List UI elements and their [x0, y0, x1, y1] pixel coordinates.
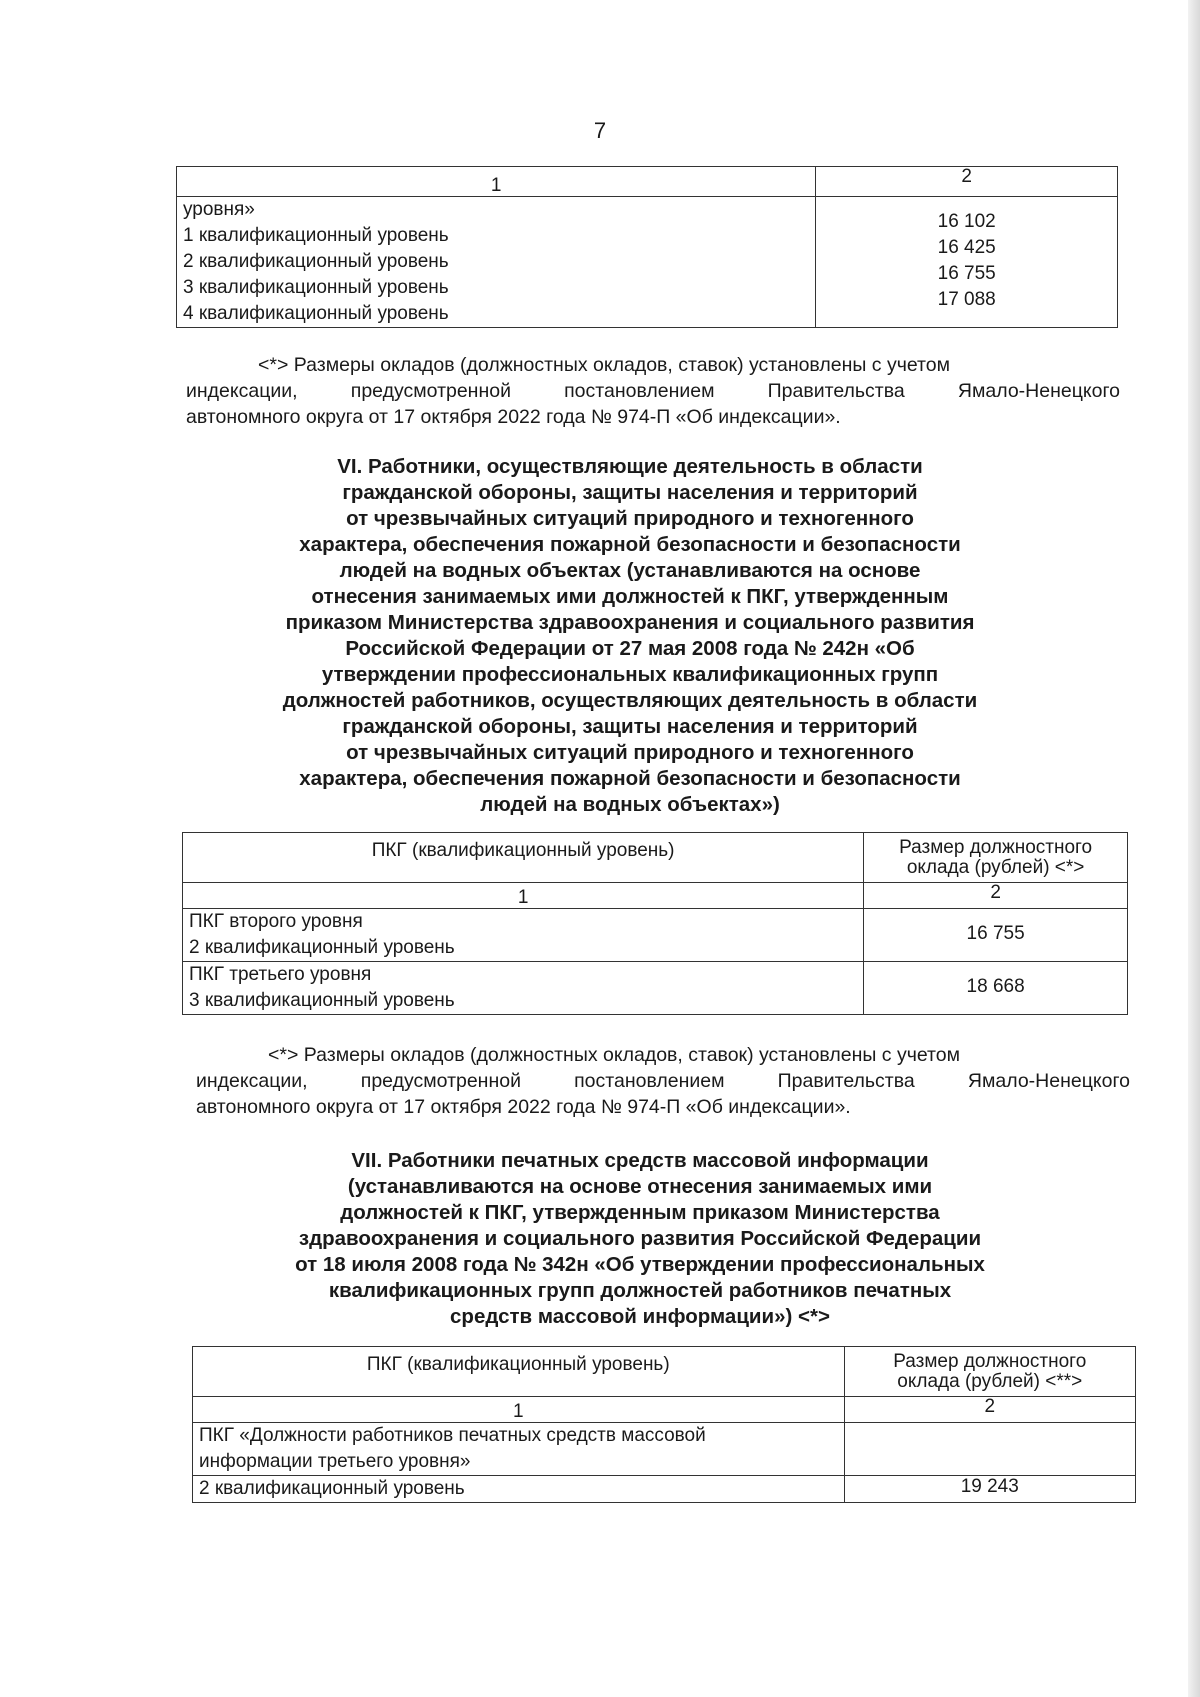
table1-values-cell: [816, 197, 1118, 328]
table-row: 3 квалификационный уровень: [183, 277, 449, 298]
table-row: 2 квалификационный уровень: [199, 1478, 465, 1499]
table-row: ПКГ второго уровня: [189, 911, 363, 932]
table-print-media-salaries: [192, 1346, 1136, 1503]
footnote-2: <*> Размеры окладов (должностных окладов, ставок) установлены с учетом индексации, предусмотренной постановлением Правительства Ямало-Ненецкого автономного округа от 17 октября 2022 года № 974-П «Об индексации».: [196, 1044, 1130, 1118]
table2-group1-value-cell: [864, 909, 1128, 962]
table3-col1-number: 1: [193, 1397, 845, 1423]
section-6-heading: VI. Работники, осуществляющие деятельность в области гражданской обороны, защиты населения и территорий от чрезвычайных ситуаций природного и техногенного характера, обеспечения пожарной безопасности и безопасности людей на водных объектах (устанавливаются на основе отнесения занимаемых ими должностей к ПКГ, утвержденным приказом Министерства здравоохранения и социального развития Российской Федерации от 27 мая 2008 года № 242н «Об утверждении профессиональных квалификационных групп должностей работников, осуществляющих деятельность в области гражданской обороны, защиты населения и территорий от чрезвычайных ситуаций природного и техногенного характера, обеспечения пожарной безопасности и безопасности людей на водных объектах»): [282, 455, 978, 816]
table-cell-value: 18 668: [966, 976, 1025, 997]
table3-col2-number: 2: [844, 1397, 1135, 1423]
table2-group2-cell: [183, 962, 864, 1015]
table3-group-value-cell: [844, 1423, 1135, 1476]
table2-header-pkg: ПКГ (квалификационный уровень): [183, 833, 864, 883]
footnote-1: <*> Размеры окладов (должностных окладов, ставок) установлены с учетом индексации, предусмотренной постановлением Правительства Ямало-Ненецкого автономного округа от 17 октября 2022 года № 974-П «Об индексации».: [186, 354, 1120, 428]
table-row: 2 квалификационный уровень: [189, 937, 455, 958]
table-row: 4 квалификационный уровень: [183, 303, 449, 324]
table-row: 3 квалификационный уровень: [189, 990, 455, 1011]
page-number: 7: [593, 118, 607, 143]
table-cell-value: 19 243: [960, 1476, 1019, 1497]
table-civil-defense-salaries: [182, 832, 1128, 1015]
table-cell-value: 16 755: [966, 923, 1025, 944]
table-row: информации третьего уровня»: [199, 1451, 471, 1472]
table-row: ПКГ «Должности работников печатных средств массовой: [199, 1425, 706, 1446]
table-cell-value: 17 088: [937, 289, 996, 310]
table1-levels-cell: [177, 197, 816, 328]
table-cell-value: 16 102: [937, 211, 996, 232]
table2-header-salary: Размер должностного оклада (рублей) <*>: [864, 833, 1128, 883]
table2-col2-number: 2: [864, 883, 1128, 909]
table3-group-cell: [193, 1423, 845, 1476]
table-row: 2 квалификационный уровень: [183, 251, 449, 272]
table3-header-salary: Размер должностного оклада (рублей) <**>: [844, 1347, 1135, 1397]
table1-col1-number: 1: [177, 167, 816, 197]
table-continued: [176, 166, 1118, 328]
table2-group1-cell: [183, 909, 864, 962]
table1-col2-number: 2: [816, 167, 1118, 197]
table2-col1-number: 1: [183, 883, 864, 909]
page-edge-shadow: [1188, 0, 1200, 1697]
table3-level-cell: [193, 1476, 845, 1503]
table2-group2-value-cell: [864, 962, 1128, 1015]
table-cell-value: 16 425: [937, 237, 996, 258]
table-row: 1 квалификационный уровень: [183, 225, 449, 246]
table1-header-continuation: уровня»: [183, 199, 255, 220]
table3-header-pkg: ПКГ (квалификационный уровень): [193, 1347, 845, 1397]
table-cell-value: 16 755: [937, 263, 996, 284]
section-7-heading: VII. Работники печатных средств массовой информации (устанавливаются на основе отнесения занимаемых ими должностей к ПКГ, утвержденным приказом Министерства здравоохранения и социального развития Российской Федерации от 18 июля 2008 года № 342н «Об утверждении профессиональных квалификационных групп должностей работников печатных средств массовой информации») <*>: [295, 1149, 985, 1328]
table3-level-value-cell: [844, 1476, 1135, 1503]
table-row: ПКГ третьего уровня: [189, 964, 372, 985]
